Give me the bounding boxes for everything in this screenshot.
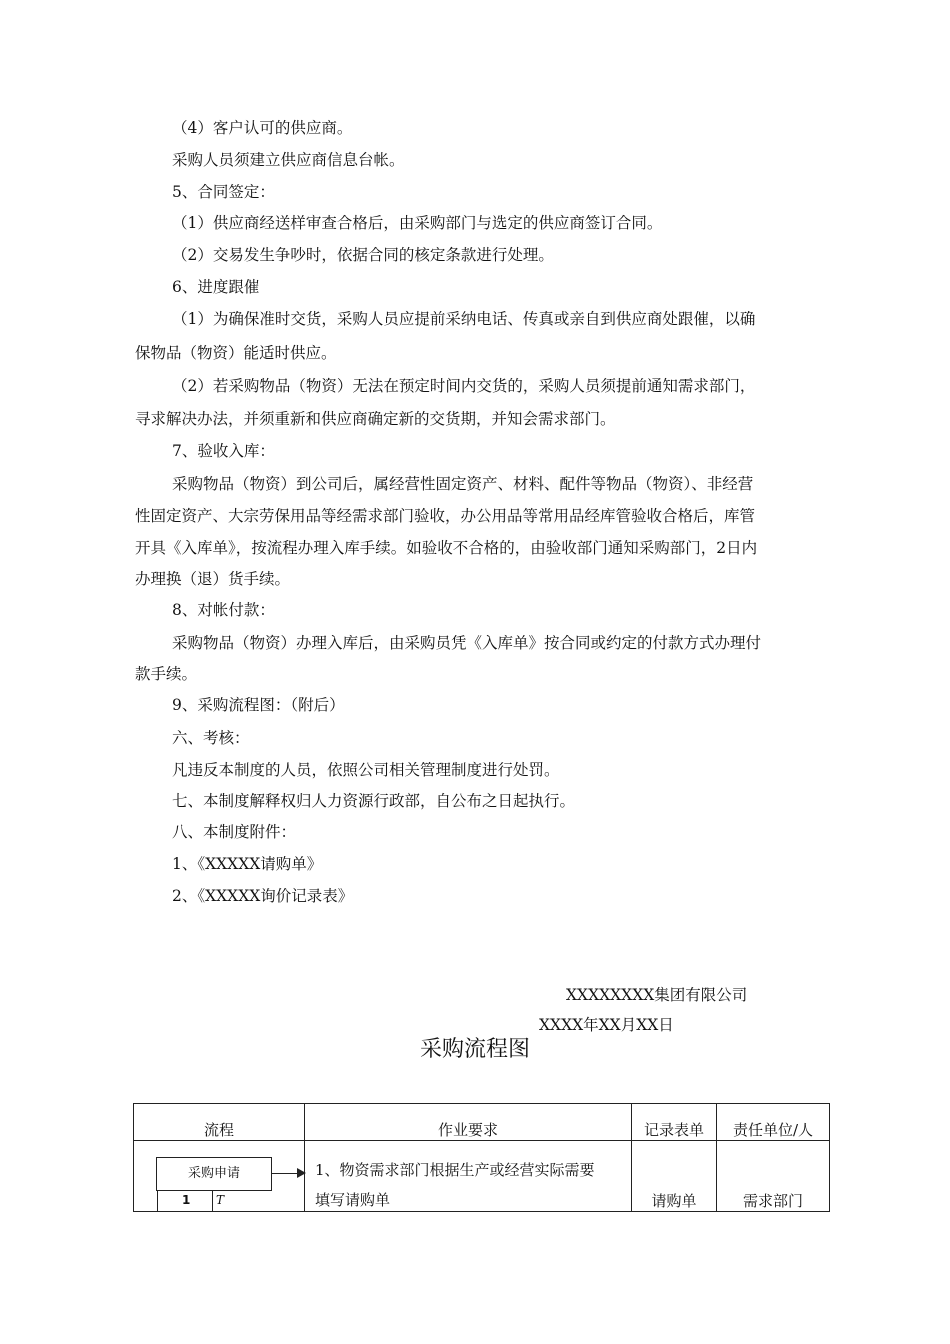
paragraph-line: （1）供应商经送样审查合格后，由采购部门与选定的供应商签订合同。 [172,214,663,232]
section-heading: 八、本制度附件： [172,823,297,841]
paragraph-line: （1）为确保准时交货，采购人员应提前采纳电话、传真或亲自到供应商处跟催，以确 [172,310,756,328]
paragraph-line: 凡违反本制度的人员，依照公司相关管理制度进行处罚。 [172,761,560,779]
header-owner: 责任单位/人 [717,1104,830,1141]
connector-line [157,1190,158,1211]
owner-cell: 需求部门 [717,1141,830,1212]
paragraph-line: 性固定资产、大宗劳保用品等经需求部门验收，办公用品等常用品经库管验收合格后，库管 [135,507,756,525]
paragraph-line: 办理换（退）货手续。 [135,570,291,588]
header-requirements: 作业要求 [305,1104,632,1141]
signature-date: XXXX年XX月XX日 [539,1016,674,1034]
attachment-item: 2、《XXXXX询价记录表》 [172,887,354,905]
signature-company: XXXXXXXX集团有限公司 [566,986,748,1004]
flow-step-box: 采购申请 [156,1157,272,1191]
section-heading: 9、采购流程图：（附后） [172,696,345,714]
requirement-line: 填写请购单 [315,1191,391,1209]
header-process: 流程 [134,1104,305,1141]
paragraph-line: （2）若采购物品（物资）无法在预定时间内交货的，采购人员须提前通知需求部门， [172,377,756,395]
paragraph-line: 采购人员须建立供应商信息台帐。 [172,151,405,169]
section-heading: 六、考核： [172,729,250,747]
paragraph-line: 采购物品（物资）办理入库后，由采购员凭《入库单》按合同或约定的付款方式办理付 [172,634,762,652]
flow-mark: T [216,1193,225,1207]
paragraph-line: 采购物品（物资）到公司后，属经营性固定资产、材料、配件等物品（物资）、非经营 [172,475,754,493]
paragraph-line: 寻求解决办法，并须重新和供应商确定新的交货期，并知会需求部门。 [135,410,616,428]
table-header-row [134,1104,830,1141]
section-heading: 5、合同签定： [172,183,275,201]
header-form: 记录表单 [632,1104,717,1141]
form-cell: 请购单 [632,1141,717,1212]
arrowhead-icon [297,1168,306,1178]
paragraph-line: 款手续。 [135,665,198,683]
paragraph-line: （2）交易发生争吵时，依据合同的核定条款进行处理。 [172,246,554,264]
section-heading: 6、进度跟催 [172,278,260,296]
section-heading: 七、本制度解释权归人力资源行政部，自公布之日起执行。 [172,792,576,810]
section-heading: 8、对帐付款： [172,601,275,619]
paragraph-line: （4）客户认可的供应商。 [172,119,353,137]
table-row [134,1141,830,1212]
flowchart-table [133,1103,830,1212]
section-heading: 7、验收入库： [172,442,275,460]
connector-line [212,1190,213,1211]
requirement-line: 1、物资需求部门根据生产或经营实际需要 [315,1161,595,1179]
paragraph-line: 保物品（物资）能适时供应。 [135,344,337,362]
flow-mark: 1 [182,1193,191,1207]
attachment-item: 1、《XXXXX请购单》 [172,855,323,873]
flow-cell [134,1141,305,1212]
flowchart-title: 采购流程图 [419,1037,530,1062]
paragraph-line: 开具《入库单》，按流程办理入库手续。如验收不合格的，由验收部门通知采购部门，2日内 [135,539,758,557]
requirement-cell [305,1141,632,1212]
